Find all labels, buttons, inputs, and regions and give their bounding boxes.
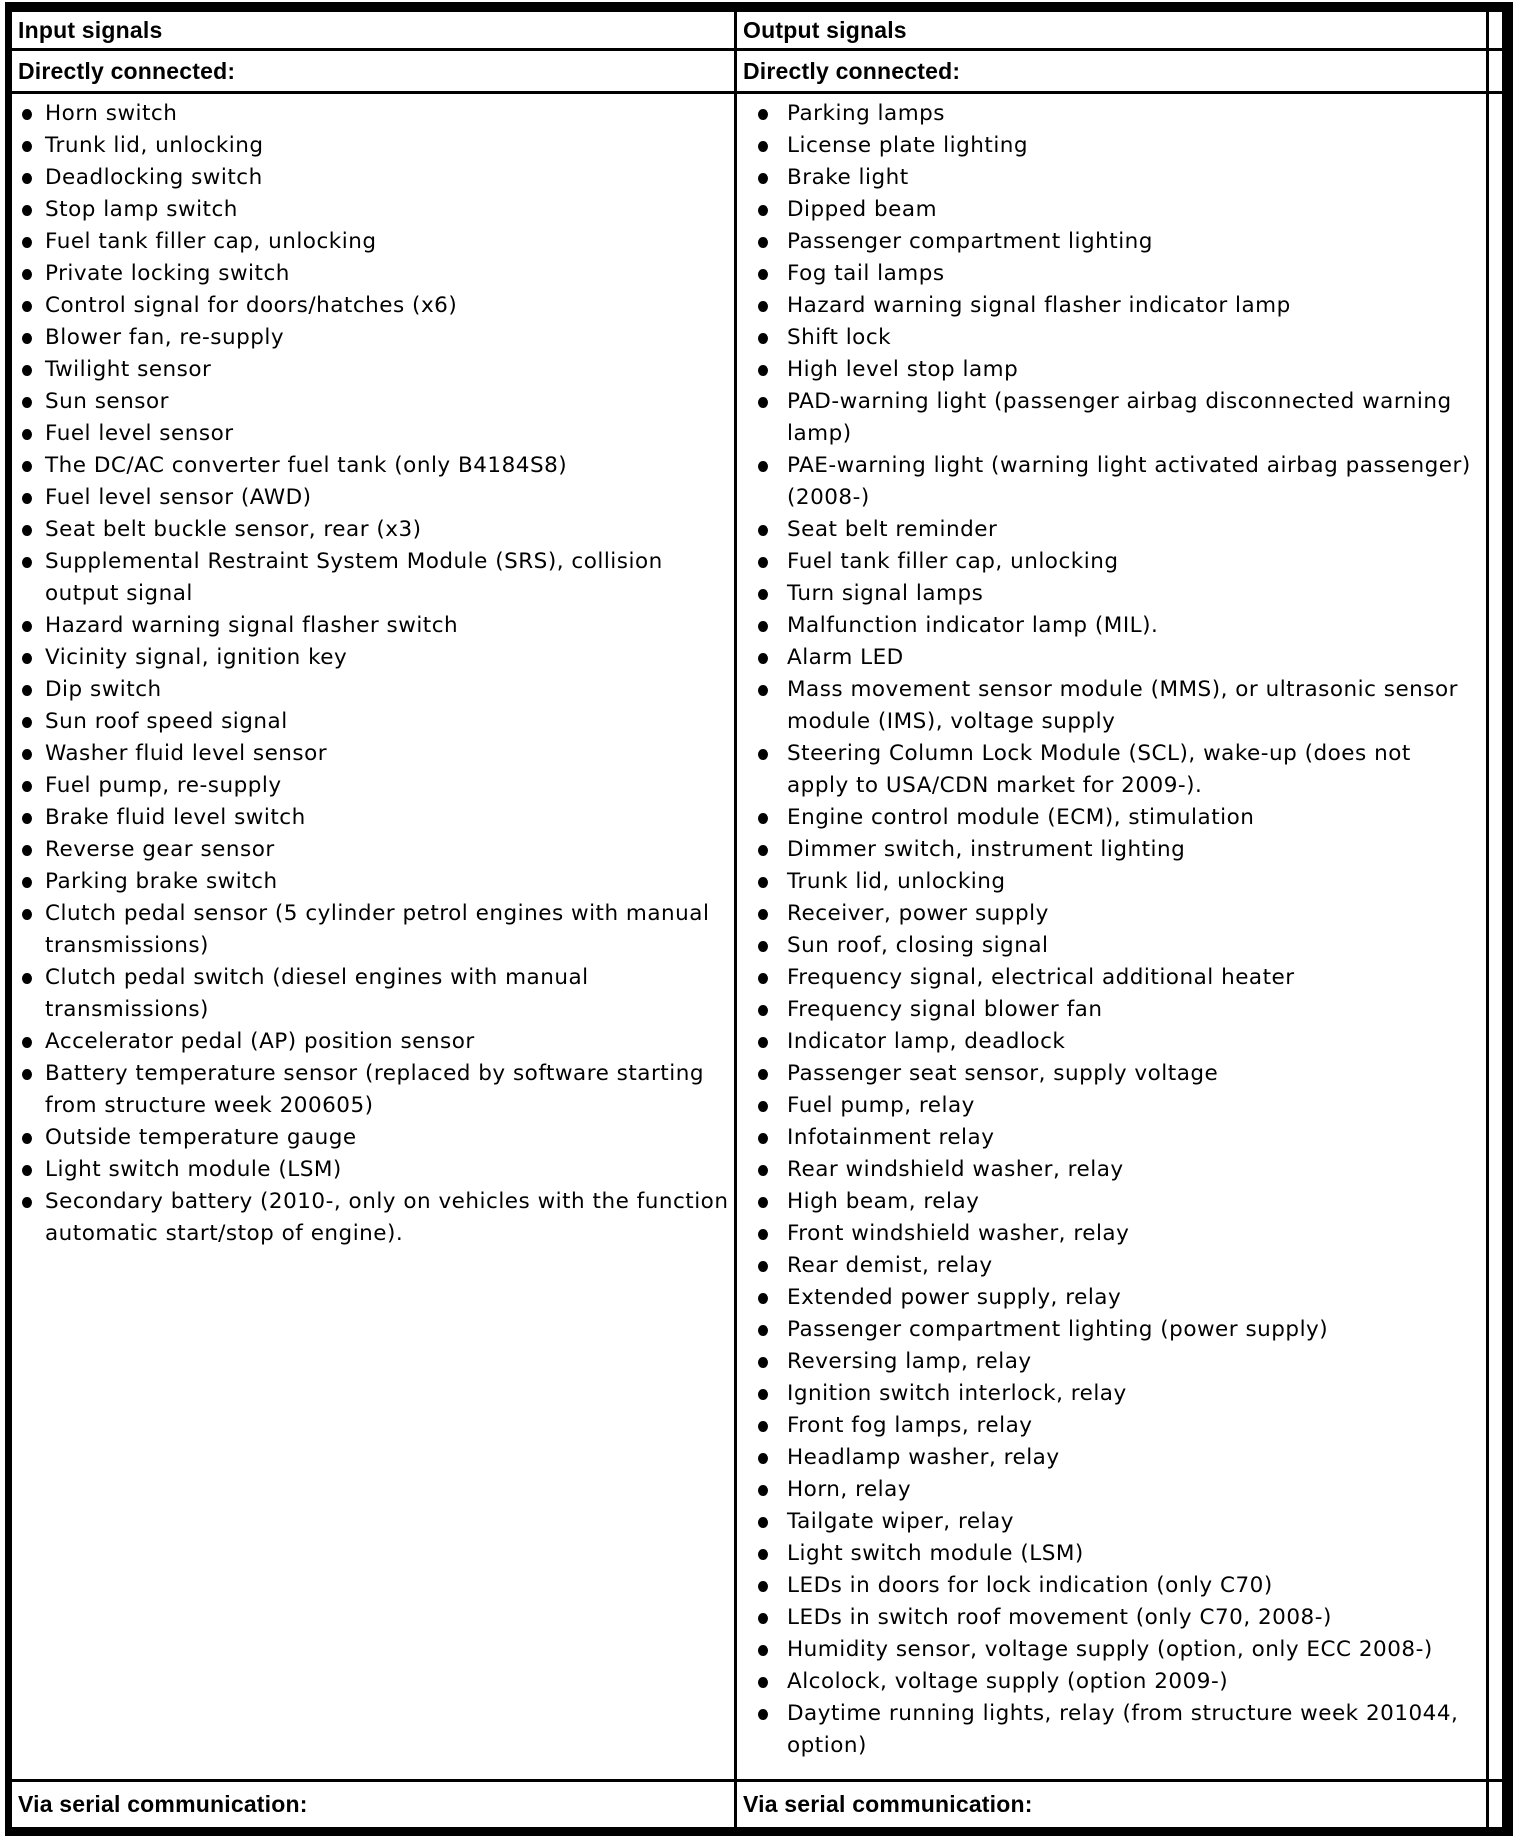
- list-item-text: Clutch pedal sensor (5 cylinder petrol engines with manual transmissions): [45, 901, 710, 958]
- bullet-icon: [758, 109, 768, 120]
- list-item: [12, 770, 734, 802]
- bullet-icon: [22, 621, 32, 632]
- bullet-icon: [22, 429, 32, 440]
- bullet-icon: [758, 1421, 768, 1432]
- list-item: [737, 290, 1486, 322]
- list-item-text: Supplemental Restraint System Module (SRS), collision output signal: [45, 549, 663, 606]
- list-item: [12, 1186, 734, 1250]
- bullet-icon: [758, 1005, 768, 1016]
- list-item: [12, 258, 734, 290]
- list-item: [737, 642, 1486, 674]
- bullet-icon: [22, 749, 32, 760]
- list-item: [12, 354, 734, 386]
- list-item: [12, 322, 734, 354]
- bullet-icon: [758, 877, 768, 888]
- list-item: [12, 290, 734, 322]
- list-item: [737, 866, 1486, 898]
- list-item: [12, 450, 734, 482]
- list-item-text: Infotainment relay: [787, 1125, 995, 1150]
- list-item: [12, 162, 734, 194]
- list-item-text: Brake light: [787, 165, 909, 190]
- list-item-text: Shift lock: [787, 325, 892, 350]
- list-item: [12, 802, 734, 834]
- list-item: [12, 1122, 734, 1154]
- bullet-icon: [758, 1709, 768, 1720]
- list-item: [737, 1538, 1486, 1570]
- list-item-text: LEDs in doors for lock indication (only C70): [787, 1573, 1273, 1598]
- list-item-text: Parking lamps: [787, 101, 945, 126]
- bullet-icon: [758, 1357, 768, 1368]
- bullet-icon: [758, 173, 768, 184]
- bullet-icon: [22, 525, 32, 536]
- list-item-text: Receiver, power supply: [787, 901, 1049, 926]
- signals-table: [5, 2, 1513, 1836]
- list-item: [737, 1314, 1486, 1346]
- list-item-text: Sun roof speed signal: [45, 709, 288, 734]
- list-item-text: Steering Column Lock Module (SCL), wake-up (does not apply to USA/CDN market for 2009-).: [787, 741, 1411, 798]
- list-item-text: Fuel level sensor (AWD): [45, 485, 312, 510]
- list-item-text: Light switch module (LSM): [787, 1541, 1084, 1566]
- bullet-icon: [22, 269, 32, 280]
- input-section-label: Directly connected:: [18, 57, 236, 84]
- list-item: [737, 1090, 1486, 1122]
- list-item-text: Frequency signal, electrical additional heater: [787, 965, 1295, 990]
- bullet-icon: [758, 1133, 768, 1144]
- bullet-icon: [758, 1517, 768, 1528]
- list-item-text: Washer fluid level sensor: [45, 741, 328, 766]
- list-item-text: Parking brake switch: [45, 869, 278, 894]
- list-item: [737, 738, 1486, 802]
- bullet-icon: [22, 333, 32, 344]
- list-item-text: Reversing lamp, relay: [787, 1349, 1032, 1374]
- list-item-text: Rear demist, relay: [787, 1253, 993, 1278]
- list-item-text: Headlamp washer, relay: [787, 1445, 1060, 1470]
- list-item-text: Alarm LED: [787, 645, 904, 670]
- input-signals-list: [12, 94, 734, 1250]
- list-item-text: Rear windshield washer, relay: [787, 1157, 1124, 1182]
- bullet-icon: [758, 589, 768, 600]
- list-item-text: Fog tail lamps: [787, 261, 945, 286]
- list-item-text: Trunk lid, unlocking: [787, 869, 1006, 894]
- bullet-icon: [758, 1677, 768, 1688]
- bullet-icon: [758, 397, 768, 408]
- list-item-text: PAE-warning light (warning light activated airbag passenger) (2008-): [787, 453, 1471, 510]
- list-item: [737, 194, 1486, 226]
- bullet-icon: [758, 621, 768, 632]
- list-item: [737, 514, 1486, 546]
- bullet-icon: [22, 845, 32, 856]
- list-item-text: Dip switch: [45, 677, 162, 702]
- list-item-text: Horn, relay: [787, 1477, 912, 1502]
- list-item: [737, 930, 1486, 962]
- list-item: [12, 1058, 734, 1122]
- bullet-icon: [758, 205, 768, 216]
- list-item-text: Blower fan, re-supply: [45, 325, 285, 350]
- output-signals-header-cell: [737, 12, 1489, 51]
- list-item: [737, 386, 1486, 450]
- list-item-text: Turn signal lamps: [787, 581, 984, 606]
- bullet-icon: [22, 237, 32, 248]
- list-item: [737, 898, 1486, 930]
- list-item: [737, 994, 1486, 1026]
- list-item: [737, 1378, 1486, 1410]
- list-item-text: Hazard warning signal flasher switch: [45, 613, 459, 638]
- bullet-icon: [22, 1069, 32, 1080]
- list-item-text: Front windshield washer, relay: [787, 1221, 1130, 1246]
- list-item-text: Dimmer switch, instrument lighting: [787, 837, 1186, 862]
- list-item: [12, 738, 734, 770]
- list-item: [737, 162, 1486, 194]
- bullet-icon: [758, 1261, 768, 1272]
- list-item: [737, 226, 1486, 258]
- list-item-text: Brake fluid level switch: [45, 805, 306, 830]
- list-item: [12, 1026, 734, 1058]
- list-item: [737, 450, 1486, 514]
- list-item-text: Fuel tank filler cap, unlocking: [45, 229, 377, 254]
- list-item: [737, 674, 1486, 738]
- list-item: [12, 98, 734, 130]
- bullet-icon: [22, 685, 32, 696]
- output-footer-label: Via serial communication:: [743, 1791, 1033, 1817]
- list-item-text: Fuel level sensor: [45, 421, 234, 446]
- bullet-icon: [22, 1133, 32, 1144]
- bullet-icon: [758, 845, 768, 856]
- list-item-text: Front fog lamps, relay: [787, 1413, 1033, 1438]
- bullet-icon: [22, 877, 32, 888]
- input-signals-header: Input signals: [18, 16, 163, 43]
- bullet-icon: [758, 461, 768, 472]
- list-item: [12, 130, 734, 162]
- list-item: [737, 1122, 1486, 1154]
- output-signals-list: [737, 94, 1486, 1762]
- list-item-text: Clutch pedal switch (diesel engines with manual transmissions): [45, 965, 589, 1022]
- list-item-text: Extended power supply, relay: [787, 1285, 1122, 1310]
- list-item: [737, 1218, 1486, 1250]
- bullet-icon: [22, 813, 32, 824]
- bullet-icon: [758, 237, 768, 248]
- list-item: [737, 1666, 1486, 1698]
- bullet-icon: [758, 1037, 768, 1048]
- list-item-text: PAD-warning light (passenger airbag disconnected warning lamp): [787, 389, 1452, 446]
- list-item: [12, 226, 734, 258]
- list-item-text: Seat belt buckle sensor, rear (x3): [45, 517, 422, 542]
- list-item-text: Accelerator pedal (AP) position sensor: [45, 1029, 475, 1054]
- list-item-text: Light switch module (LSM): [45, 1157, 342, 1182]
- list-item: [12, 898, 734, 962]
- bullet-icon: [22, 1197, 32, 1208]
- spacer-section-cell: [1489, 51, 1502, 94]
- bullet-icon: [758, 1549, 768, 1560]
- list-item-text: Frequency signal blower fan: [787, 997, 1103, 1022]
- list-item-text: Passenger seat sensor, supply voltage: [787, 1061, 1219, 1086]
- list-item: [737, 1154, 1486, 1186]
- list-item: [737, 802, 1486, 834]
- list-item: [737, 322, 1486, 354]
- list-item-text: Private locking switch: [45, 261, 290, 286]
- list-item-text: Fuel pump, re-supply: [45, 773, 282, 798]
- list-item-text: Outside temperature gauge: [45, 1125, 357, 1150]
- list-item-text: Trunk lid, unlocking: [45, 133, 264, 158]
- list-item-text: Tailgate wiper, relay: [787, 1509, 1014, 1534]
- list-item: [12, 194, 734, 226]
- list-item: [737, 1282, 1486, 1314]
- list-item: [737, 610, 1486, 642]
- bullet-icon: [758, 1645, 768, 1656]
- spacer-header-cell: [1489, 12, 1502, 51]
- bullet-icon: [758, 1613, 768, 1624]
- list-item: [737, 1250, 1486, 1282]
- bullet-icon: [758, 1229, 768, 1240]
- list-item: [737, 834, 1486, 866]
- list-item: [12, 418, 734, 450]
- output-footer-cell: [737, 1782, 1489, 1827]
- list-item: [12, 546, 734, 610]
- list-item-text: Alcolock, voltage supply (option 2009-): [787, 1669, 1229, 1694]
- bullet-icon: [758, 1069, 768, 1080]
- list-item: [737, 1570, 1486, 1602]
- list-item: [12, 386, 734, 418]
- list-item: [12, 962, 734, 1026]
- list-item-text: Twilight sensor: [45, 357, 212, 382]
- bullet-icon: [758, 1453, 768, 1464]
- bullet-icon: [22, 141, 32, 152]
- bullet-icon: [22, 397, 32, 408]
- list-item: [737, 1474, 1486, 1506]
- bullet-icon: [22, 653, 32, 664]
- bullet-icon: [758, 333, 768, 344]
- list-item: [12, 482, 734, 514]
- list-item-text: Passenger compartment lighting: [787, 229, 1153, 254]
- list-item-text: Sun roof, closing signal: [787, 933, 1049, 958]
- list-item: [737, 1506, 1486, 1538]
- bullet-icon: [22, 909, 32, 920]
- list-item-text: Indicator lamp, deadlock: [787, 1029, 1066, 1054]
- list-item: [737, 1442, 1486, 1474]
- list-item: [12, 674, 734, 706]
- list-item: [12, 706, 734, 738]
- list-item: [737, 1026, 1486, 1058]
- bullet-icon: [22, 173, 32, 184]
- bullet-icon: [758, 1197, 768, 1208]
- list-item-text: Mass movement sensor module (MMS), or ultrasonic sensor module (IMS), voltage supply: [787, 677, 1458, 734]
- list-item: [737, 962, 1486, 994]
- bullet-icon: [758, 909, 768, 920]
- bullet-icon: [22, 461, 32, 472]
- list-item-text: Control signal for doors/hatches (x6): [45, 293, 458, 318]
- list-item: [737, 546, 1486, 578]
- output-signals-header: Output signals: [743, 16, 907, 43]
- list-item-text: The DC/AC converter fuel tank (only B4184S8): [45, 453, 568, 478]
- bullet-icon: [758, 1293, 768, 1304]
- bullet-icon: [758, 813, 768, 824]
- list-item-text: Fuel tank filler cap, unlocking: [787, 549, 1119, 574]
- list-item-text: LEDs in switch roof movement (only C70, 2008-): [787, 1605, 1332, 1630]
- output-signals-body-cell: [737, 94, 1489, 1782]
- list-item-text: Battery temperature sensor (replaced by software starting from structure week 200605): [45, 1061, 704, 1118]
- bullet-icon: [758, 653, 768, 664]
- bullet-icon: [22, 1037, 32, 1048]
- list-item-text: Hazard warning signal flasher indicator lamp: [787, 293, 1291, 318]
- list-item-text: Engine control module (ECM), stimulation: [787, 805, 1255, 830]
- bullet-icon: [22, 205, 32, 216]
- input-signals-header-cell: [12, 12, 737, 51]
- list-item-text: Seat belt reminder: [787, 517, 998, 542]
- bullet-icon: [758, 301, 768, 312]
- list-item-text: Humidity sensor, voltage supply (option, only ECC 2008-): [787, 1637, 1433, 1662]
- bullet-icon: [22, 717, 32, 728]
- list-item: [737, 1698, 1486, 1762]
- spacer-body-cell: [1489, 94, 1502, 1782]
- bullet-icon: [758, 1485, 768, 1496]
- list-item: [737, 1058, 1486, 1090]
- bullet-icon: [758, 973, 768, 984]
- list-item-text: Fuel pump, relay: [787, 1093, 975, 1118]
- list-item-text: Malfunction indicator lamp (MIL).: [787, 613, 1159, 638]
- bullet-icon: [758, 941, 768, 952]
- bullet-icon: [758, 557, 768, 568]
- list-item-text: License plate lighting: [787, 133, 1029, 158]
- list-item: [737, 1634, 1486, 1666]
- spacer-footer-cell: [1489, 1782, 1502, 1827]
- bullet-icon: [22, 301, 32, 312]
- list-item-text: Sun sensor: [45, 389, 169, 414]
- bullet-icon: [758, 141, 768, 152]
- bullet-icon: [22, 973, 32, 984]
- bullet-icon: [758, 749, 768, 760]
- list-item: [12, 834, 734, 866]
- bullet-icon: [22, 365, 32, 376]
- list-item: [12, 642, 734, 674]
- bullet-icon: [758, 1101, 768, 1112]
- list-item: [12, 610, 734, 642]
- bullet-icon: [758, 525, 768, 536]
- list-item: [737, 1410, 1486, 1442]
- bullet-icon: [758, 1165, 768, 1176]
- list-item-text: Secondary battery (2010-, only on vehicles with the function automatic start/stop of engine).: [45, 1189, 729, 1246]
- output-section-cell: [737, 51, 1489, 94]
- bullet-icon: [758, 365, 768, 376]
- list-item-text: Ignition switch interlock, relay: [787, 1381, 1127, 1406]
- bullet-icon: [22, 493, 32, 504]
- list-item: [737, 130, 1486, 162]
- input-footer-label: Via serial communication:: [18, 1791, 308, 1817]
- list-item-text: Deadlocking switch: [45, 165, 263, 190]
- list-item: [12, 514, 734, 546]
- list-item-text: Vicinity signal, ignition key: [45, 645, 348, 670]
- list-item-text: Stop lamp switch: [45, 197, 238, 222]
- input-signals-body-cell: [12, 94, 737, 1782]
- bullet-icon: [22, 557, 32, 568]
- list-item: [737, 258, 1486, 290]
- list-item: [737, 578, 1486, 610]
- list-item-text: Horn switch: [45, 101, 178, 126]
- list-item-text: Daytime running lights, relay (from structure week 201044, option): [787, 1701, 1459, 1758]
- input-section-cell: [12, 51, 737, 94]
- list-item: [737, 354, 1486, 386]
- output-section-label: Directly connected:: [743, 57, 961, 84]
- bullet-icon: [22, 781, 32, 792]
- bullet-icon: [758, 1581, 768, 1592]
- list-item: [737, 98, 1486, 130]
- list-item: [737, 1346, 1486, 1378]
- list-item-text: Reverse gear sensor: [45, 837, 275, 862]
- bullet-icon: [758, 1325, 768, 1336]
- list-item-text: Passenger compartment lighting (power supply): [787, 1317, 1329, 1342]
- list-item: [12, 1154, 734, 1186]
- list-item-text: High beam, relay: [787, 1189, 980, 1214]
- list-item: [12, 866, 734, 898]
- bullet-icon: [22, 1165, 32, 1176]
- bullet-icon: [758, 685, 768, 696]
- list-item-text: Dipped beam: [787, 197, 938, 222]
- bullet-icon: [758, 269, 768, 280]
- list-item: [737, 1602, 1486, 1634]
- input-footer-cell: [12, 1782, 737, 1827]
- bullet-icon: [758, 1389, 768, 1400]
- list-item-text: High level stop lamp: [787, 357, 1019, 382]
- list-item: [737, 1186, 1486, 1218]
- bullet-icon: [22, 109, 32, 120]
